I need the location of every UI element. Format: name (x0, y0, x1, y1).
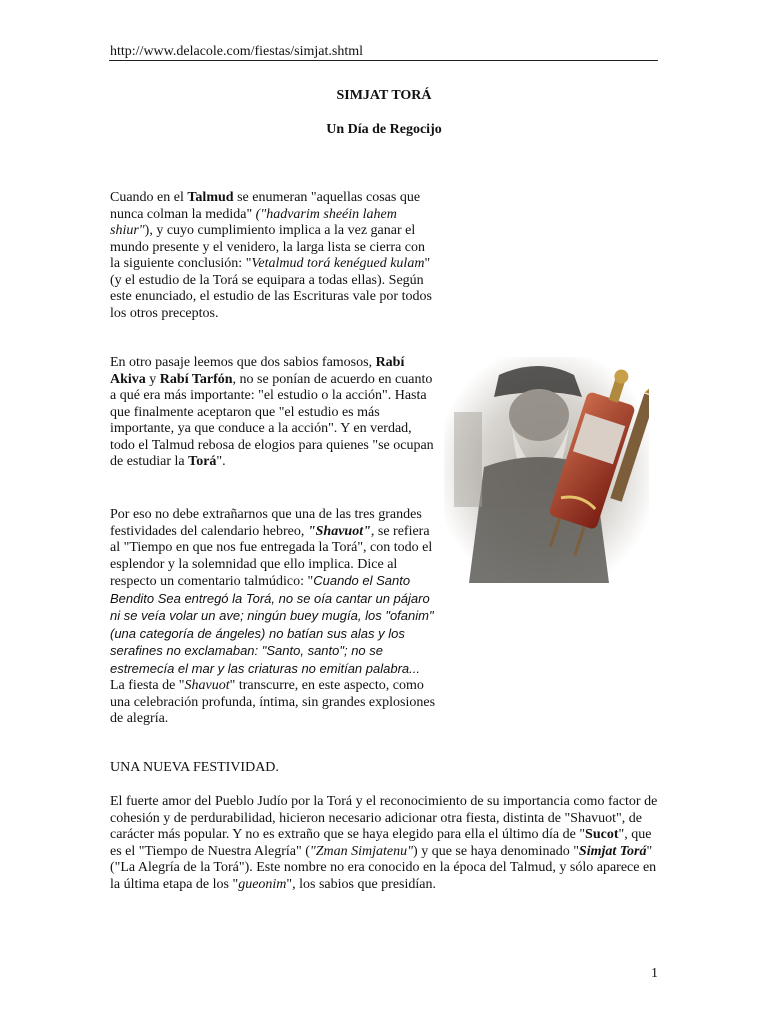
paragraph-4: El fuerte amor del Pueblo Judío por la Torá y el reconocimiento de su importancia como factor de cohesión y de perdurabilidad, hicieron necesario adicionar otra fiesta, distinta de "Shavuot", de carácter más popular. Y no es extraño que se haya elegido para ella el último día de "Sucot", que es el "Tiempo de Nuestra Alegría" ("Zman Simjatenu") y que se haya denominado "Simjat Torá" ("La Alegría de la Torá"). Este nombre no era conocido en la época del Talmud, y sólo aparece en la última etapa de los "gueonim", los sabios que presidían. (110, 794, 658, 892)
header-rule (109, 60, 658, 61)
paragraph-3: Por eso no debe extrañarnos que una de las tres grandes festividades del calendario hebreo, "Shavuot", se refiera al "Tiempo en que nos fue entregada la Torá", con todo el esplendor y la solemnidad que ello implica. Dice al respecto un comentario talmúdico: "Cuando el Santo Bendito Sea entregó la Torá, no se oía cantar un pájaro ni se veía volar un ave; ningún buey mugía, los "ofanim" (una categoría de ángeles) no batían sus alas y los serafines no exclamaban: "Santo, santo"; no se estremecía el mar y las criaturas no emitían palabra... La fiesta de "Shavuot" transcurre, en este aspecto, como una celebración profunda, íntima, sin grandes explosiones de alegría. (110, 507, 436, 726)
page-subtitle: Un Día de Regocijo (326, 122, 442, 137)
page-title: SIMJAT TORÁ (336, 88, 432, 103)
section-heading: UNA NUEVA FESTIVIDAD. (110, 760, 279, 775)
paragraph-2: En otro pasaje leemos que dos sabios famosos, Rabí Akiva y Rabí Tarfón, no se ponían de acuerdo en cuanto a qué era más importante: "el estudio o la acción". Hasta que finalmente aceptaron que "el estudio es más importante, ya que conduce a la acción". Y en verdad, todo el Talmud rebosa de elogios para quienes "se ocupan de estudiar la Torá". (110, 355, 434, 469)
paragraph-1: Cuando en el Talmud se enumeran "aquellas cosas que nunca colman la medida" ("hadvarim sheéin lahem shiur"), y cuyo cumplimiento implica a la vez ganar el mundo presente y el venidero, la larga lista se cierra con la siguiente conclusión: "Vetalmud torá kenégued kulam" (y el estudio de la Torá se equipara a todas ellas). Según este enunciado, el estudio de las Escrituras vale por todos los otros preceptos. (110, 190, 432, 321)
page-number: 1 (651, 966, 658, 981)
header-url[interactable]: http://www.delacole.com/fiestas/simjat.shtml (110, 44, 363, 59)
torah-scroll-figure (444, 357, 649, 583)
